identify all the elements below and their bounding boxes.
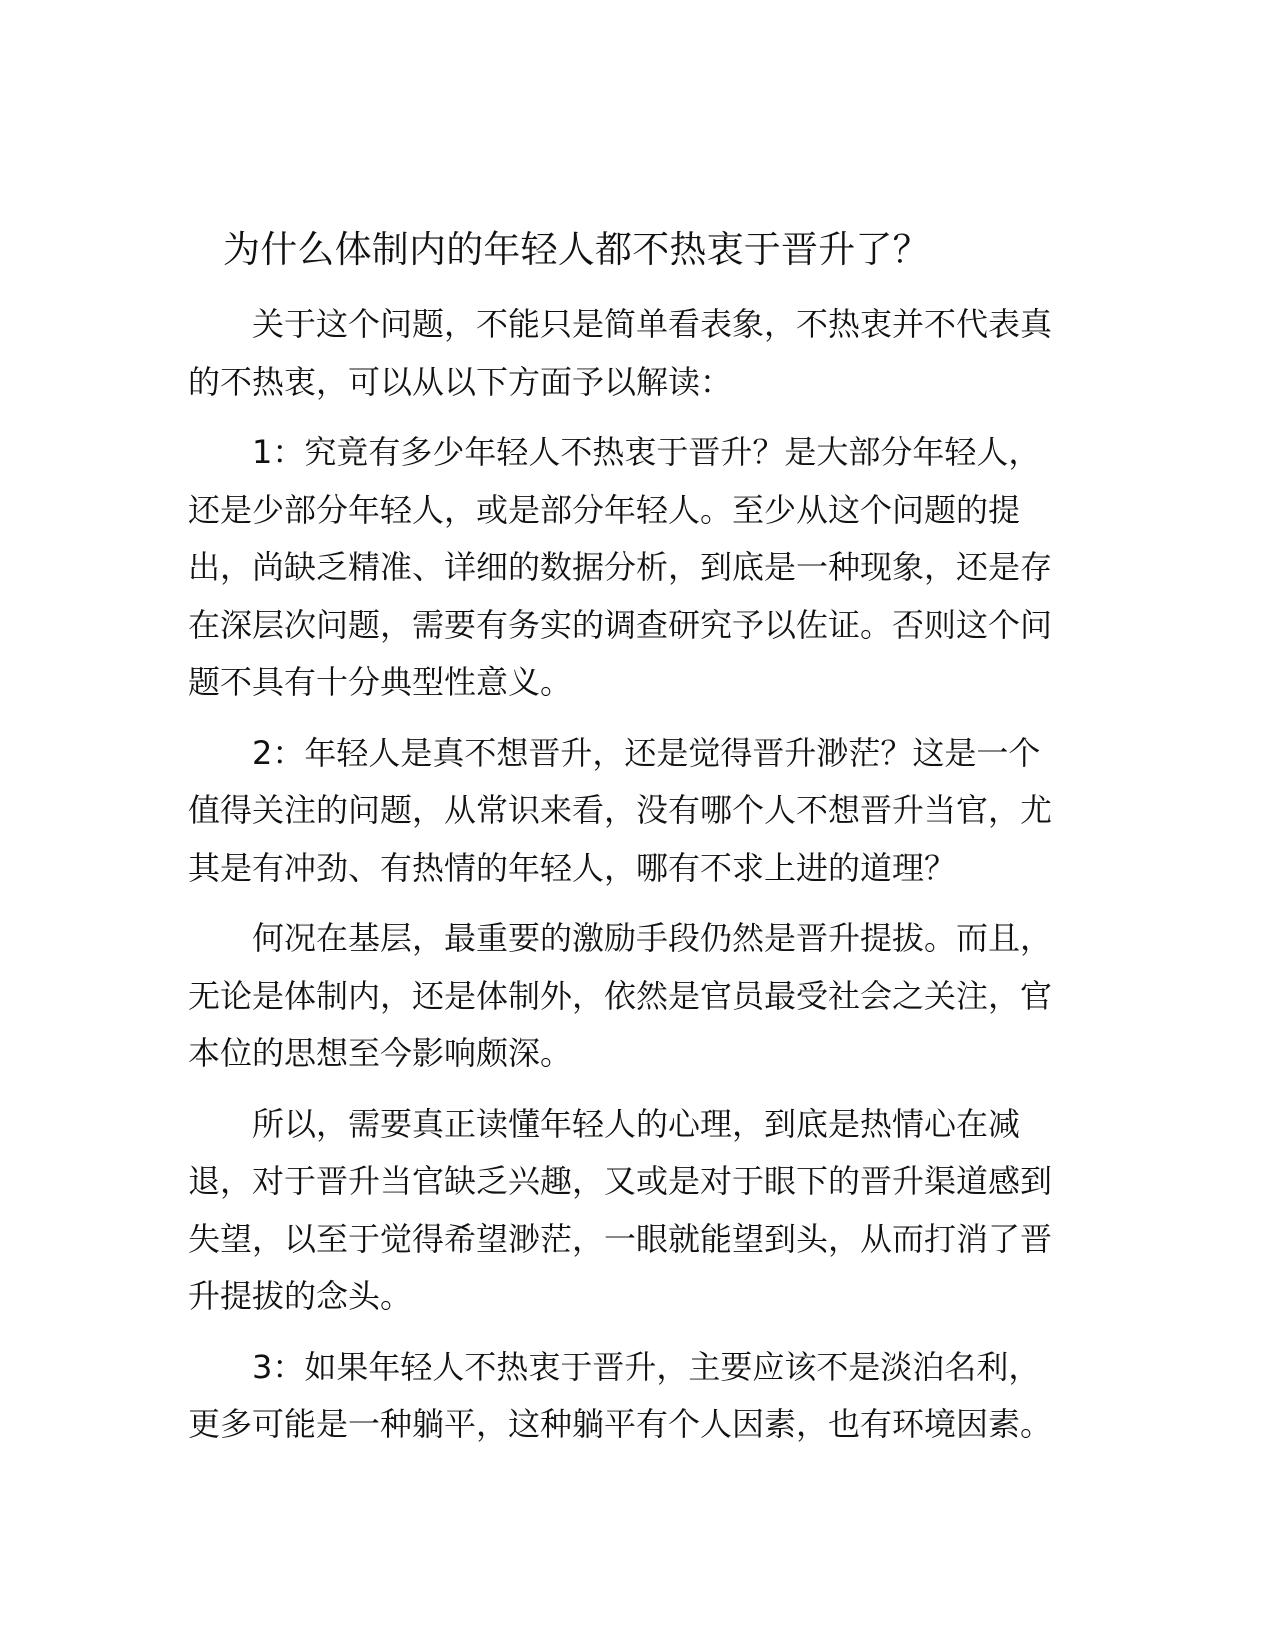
document-body [188, 296, 1088, 1467]
paragraph-line: 1：究竟有多少年轻人不热衷于晋升？是大部分年轻人， [252, 433, 1041, 471]
paragraph-psychology [188, 1096, 1088, 1326]
paragraph-line: 何况在基层，最重要的激励手段仍然是晋升提拔。而且， [252, 919, 1053, 957]
document-title: 为什么体制内的年轻人都不热衷于晋升了？ [223, 228, 930, 271]
paragraph-line: 3：如果年轻人不热衷于晋升，主要应该不是淡泊名利， [252, 1347, 1041, 1386]
paragraph-line: 升提拔的念头。 [188, 1277, 413, 1315]
paragraph-line: 失望，以至于觉得希望渺茫，一眼就能望到头，从而打消了晋 [188, 1219, 1053, 1258]
paragraph-line: 出，尚缺乏精准、详细的数据分析，到底是一种现象，还是存 [188, 548, 1053, 586]
paragraph-line: 值得关注的问题，从常识来看，没有哪个人不想晋升当官，尤 [188, 791, 1053, 829]
paragraph-line: 退，对于晋升当官缺乏兴趣，又或是对于眼下的晋升渠道感到 [188, 1162, 1053, 1200]
paragraph-point-1 [188, 424, 1088, 712]
paragraph-line: 还是少部分年轻人，或是部分年轻人。至少从这个问题的提 [188, 490, 1021, 529]
paragraph-point-2 [188, 725, 1088, 898]
paragraph-line: 关于这个问题，不能只是简单看表象，不热衷并不代表真 [252, 305, 1053, 343]
paragraph-line: 的不热衷，可以从以下方面予以解读： [188, 362, 733, 401]
paragraph-point-3 [188, 1339, 1088, 1454]
paragraph-line: 本位的思想至今影响颇深。 [188, 1034, 573, 1072]
paragraph-line: 无论是体制内，还是体制外，依然是官员最受社会之关注，官 [188, 976, 1053, 1015]
paragraph-grassroots [188, 910, 1088, 1083]
paragraph-line: 2：年轻人是真不想晋升，还是觉得晋升渺茫？这是一个 [252, 733, 1041, 772]
paragraph-line: 更多可能是一种躺平，这种躺平有个人因素，也有环境因素。 [188, 1405, 1053, 1443]
paragraph-intro [188, 296, 1088, 411]
paragraph-line: 题不具有十分典型性意义。 [188, 663, 573, 701]
paragraph-line: 在深层次问题，需要有务实的调查研究予以佐证。否则这个问 [188, 605, 1053, 644]
paragraph-line: 其是有冲劲、有热情的年轻人，哪有不求上进的道理？ [188, 848, 957, 887]
paragraph-line: 所以，需要真正读懂年轻人的心理，到底是热情心在减 [252, 1104, 1021, 1143]
